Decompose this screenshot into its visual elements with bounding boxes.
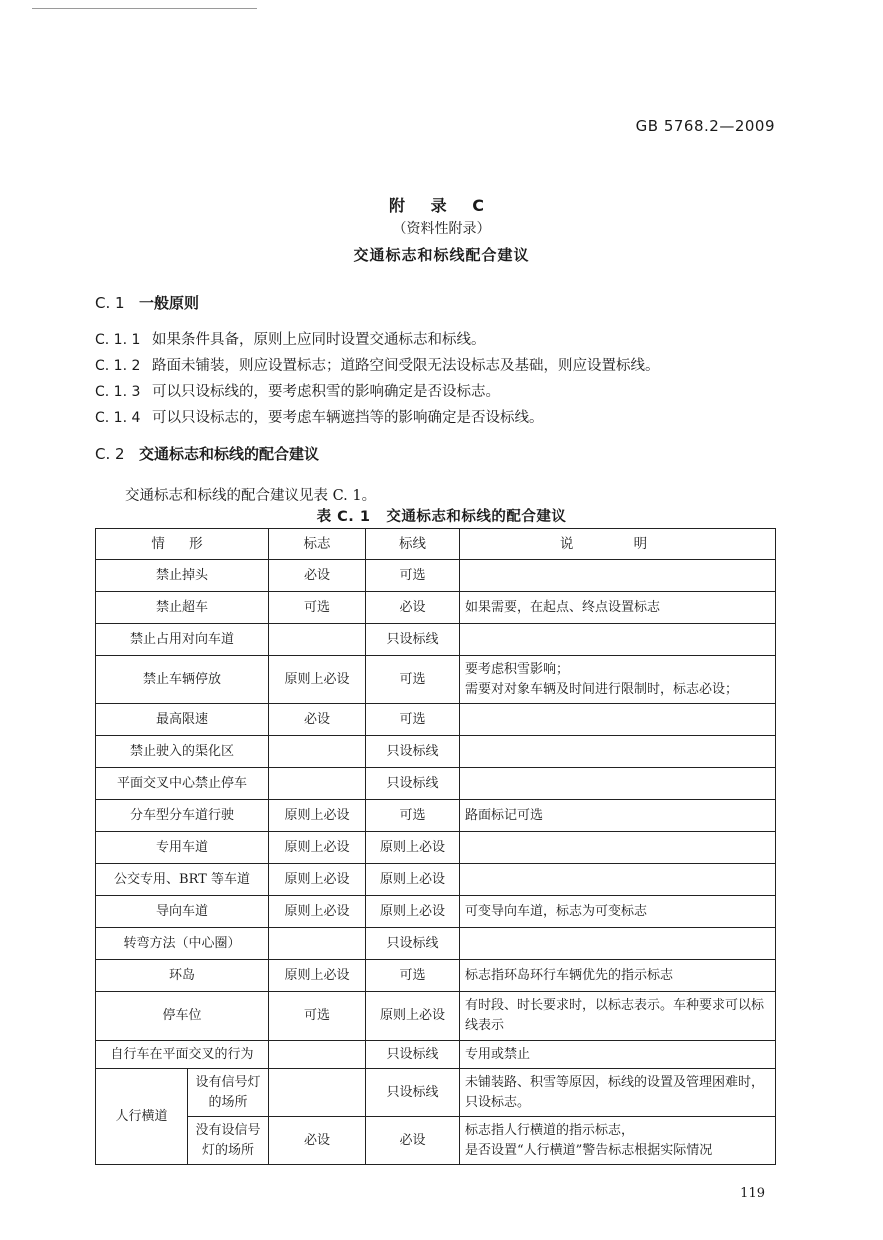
cell-note (460, 832, 776, 864)
cell-marking: 可选 (366, 656, 460, 704)
cell-sign: 原则上必设 (269, 960, 366, 992)
cell-note (460, 624, 776, 656)
cell-note (460, 864, 776, 896)
note-line: 标志指人行横道的指示标志， (465, 1122, 635, 1138)
section-title: 一般原则 (139, 294, 200, 312)
cell-note: 有时段、时长要求时，以标志表示。车种要求可以标线表示 (460, 992, 776, 1041)
cell-situation: 专用车道 (96, 832, 269, 864)
cell-marking: 必设 (366, 592, 460, 624)
cell-marking: 只设标线 (366, 624, 460, 656)
cell-crosswalk-label: 人行横道 (96, 1069, 188, 1165)
header-sign: 标志 (269, 529, 366, 560)
table-caption (0, 505, 883, 526)
cell-sign (269, 1041, 366, 1069)
note-line: 要考虑积雪影响； (465, 661, 570, 677)
table-title: 交通标志和标线的配合建议 (386, 509, 567, 525)
table-row (96, 592, 776, 624)
cell-sign: 可选 (269, 992, 366, 1041)
table-row (96, 1117, 776, 1165)
table-row (96, 896, 776, 928)
cell-sign (269, 928, 366, 960)
cell-sign: 可选 (269, 592, 366, 624)
clause-text: 可以只设标线的，要考虑积雪的影响确定是否设标志。 (152, 384, 500, 400)
cell-sign (269, 624, 366, 656)
cell-marking: 可选 (366, 960, 460, 992)
section-title: 交通标志和标线的配合建议 (139, 445, 320, 463)
cell-note (460, 1117, 776, 1165)
table-row (96, 704, 776, 736)
table-row (96, 560, 776, 592)
cell-sign: 原则上必设 (269, 656, 366, 704)
cell-marking: 只设标线 (366, 1069, 460, 1117)
cell-note (460, 736, 776, 768)
clause-c1-2 (95, 354, 660, 375)
cell-note: 未铺装路、积雪等原因，标线的设置及管理困难时，只设标志。 (460, 1069, 776, 1117)
top-rule (32, 8, 257, 9)
cell-note: 如果需要，在起点、终点设置标志 (460, 592, 776, 624)
cell-situation: 禁止占用对向车道 (96, 624, 269, 656)
cell-situation: 禁止掉头 (96, 560, 269, 592)
cell-situation: 自行车在平面交叉的行为 (96, 1041, 269, 1069)
clause-text: 如果条件具备，原则上应同时设置交通标志和标线。 (152, 332, 486, 348)
cell-note: 路面标记可选 (460, 800, 776, 832)
cell-sub-situation: 设有信号灯的场所 (188, 1069, 269, 1117)
cell-situation: 导向车道 (96, 896, 269, 928)
cell-sign (269, 736, 366, 768)
header-note: 说 明 (460, 529, 776, 560)
cell-sign: 必设 (269, 1117, 366, 1165)
table-row (96, 992, 776, 1041)
cell-situation: 转弯方法（中心圈） (96, 928, 269, 960)
appendix-name: 交通标志和标线配合建议 (353, 246, 530, 264)
section-number: C. 2 (95, 445, 125, 463)
table-row (96, 656, 776, 704)
cell-situation: 平面交叉中心禁止停车 (96, 768, 269, 800)
clause-text: 可以只设标志的，要考虑车辆遮挡等的影响确定是否设标线。 (152, 410, 544, 426)
cell-situation: 分车型分车道行驶 (96, 800, 269, 832)
clause-number: C. 1. 3 (95, 384, 141, 400)
cell-marking: 只设标线 (366, 928, 460, 960)
cell-marking: 原则上必设 (366, 896, 460, 928)
clause-number: C. 1. 2 (95, 358, 141, 374)
note-line: 需要对对象车辆及时间进行限制时，标志必设； (465, 681, 739, 697)
cell-sign: 原则上必设 (269, 896, 366, 928)
cell-marking: 原则上必设 (366, 992, 460, 1041)
cell-note (460, 768, 776, 800)
section-heading-c2 (95, 443, 319, 464)
cell-marking: 原则上必设 (366, 832, 460, 864)
note-line: 是否设置“人行横道”警告标志根据实际情况 (465, 1142, 713, 1158)
cell-marking: 可选 (366, 704, 460, 736)
body-paragraph: 交通标志和标线的配合建议见表 C. 1。 (125, 488, 377, 504)
cell-note (460, 656, 776, 704)
table-row (96, 800, 776, 832)
table-number: 表 C. 1 (316, 509, 371, 525)
table-row (96, 864, 776, 896)
section-number: C. 1 (95, 294, 125, 312)
clause-number: C. 1. 4 (95, 410, 141, 426)
table-row (96, 736, 776, 768)
clause-text: 路面未铺装，则应设置标志；道路空间受限无法设标志及基础，则应设置标线。 (152, 358, 660, 374)
table-header-row (96, 529, 776, 560)
table-row (96, 624, 776, 656)
cell-marking: 只设标线 (366, 1041, 460, 1069)
cell-sign: 原则上必设 (269, 832, 366, 864)
appendix-title: 附 录 C (389, 196, 494, 215)
cell-marking: 必设 (366, 1117, 460, 1165)
cell-sign: 原则上必设 (269, 864, 366, 896)
cell-note: 标志指环岛环行车辆优先的指示标志 (460, 960, 776, 992)
standard-code: GB 5768.2—2009 (635, 117, 775, 135)
cell-marking: 可选 (366, 800, 460, 832)
cell-marking: 原则上必设 (366, 864, 460, 896)
cell-note: 可变导向车道，标志为可变标志 (460, 896, 776, 928)
cell-situation: 禁止车辆停放 (96, 656, 269, 704)
cell-marking: 可选 (366, 560, 460, 592)
cell-situation: 公交专用、BRT 等车道 (96, 864, 269, 896)
cell-situation: 停车位 (96, 992, 269, 1041)
header-marking: 标线 (366, 529, 460, 560)
table-row (96, 1069, 776, 1117)
cell-sign: 原则上必设 (269, 800, 366, 832)
clause-c1-4 (95, 406, 544, 427)
cell-note (460, 704, 776, 736)
clause-c1-3 (95, 380, 500, 401)
table-row (96, 960, 776, 992)
cell-sign (269, 768, 366, 800)
cell-marking: 只设标线 (366, 736, 460, 768)
sign-marking-table (95, 528, 776, 1165)
clause-c1-1 (95, 328, 486, 349)
cell-note (460, 560, 776, 592)
cell-note: 专用或禁止 (460, 1041, 776, 1069)
cell-sub-situation: 没有设信号灯的场所 (188, 1117, 269, 1165)
section-heading-c1 (95, 292, 199, 313)
header-situation: 情 形 (96, 529, 269, 560)
cell-marking: 只设标线 (366, 768, 460, 800)
table-row (96, 768, 776, 800)
cell-sign (269, 1069, 366, 1117)
cell-situation: 禁止驶入的渠化区 (96, 736, 269, 768)
cell-situation: 最高限速 (96, 704, 269, 736)
cell-situation: 禁止超车 (96, 592, 269, 624)
cell-note (460, 928, 776, 960)
page-number: 119 (740, 1186, 765, 1201)
cell-sign: 必设 (269, 704, 366, 736)
table-row (96, 928, 776, 960)
clause-number: C. 1. 1 (95, 332, 141, 348)
table-row (96, 1041, 776, 1069)
appendix-subtitle: （资料性附录） (392, 221, 491, 237)
cell-situation: 环岛 (96, 960, 269, 992)
table-row (96, 832, 776, 864)
cell-sign: 必设 (269, 560, 366, 592)
